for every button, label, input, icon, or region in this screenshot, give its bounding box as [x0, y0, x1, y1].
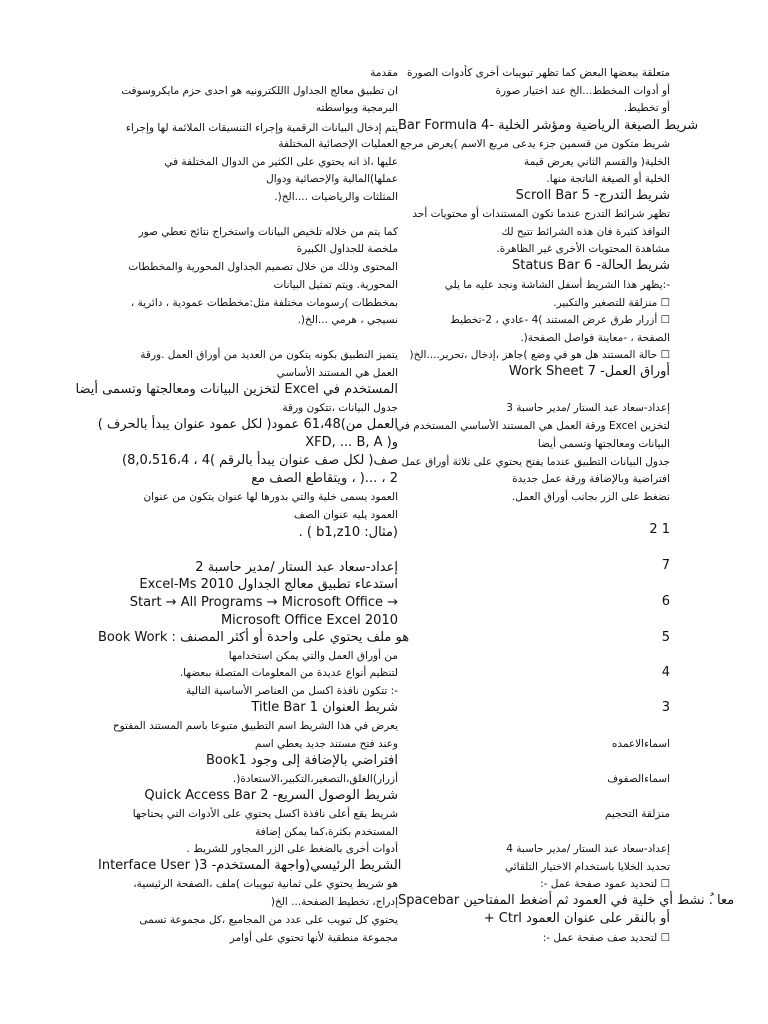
text-line: يحتوي كل تبويب على عدد من المجاميع ،كل مجموعة تسمى: [139, 914, 398, 926]
text-line: الخلية( والقسم الثاني يعرض قيمة: [524, 156, 670, 168]
text-line: مقدمة: [370, 67, 398, 79]
text-line: العمود يليه عنوان الصف: [293, 509, 398, 521]
text-line: Title Bar 1 شريط العنوان: [251, 700, 398, 715]
text-line: جدول البيانات ،تتكون ورقة: [282, 402, 398, 414]
text-line: إعداد-سعاد عبد الستار /مدير حاسبة 2: [195, 560, 398, 575]
text-line: Interface User )الشريط الرئيسي(واجهة المستخدم- 3: [98, 858, 402, 873]
text-line: يعرض في هذا الشريط اسم التطبيق متبوعا باسم المستند المفتوح: [112, 720, 398, 732]
text-line: البيانات ومعالجتها وتسمى أيضا: [537, 438, 670, 450]
text-line: المستخدم بكثرة،كما يمكن إضافة: [255, 826, 398, 838]
text-line: افتراضية وبالإضافة ورقة عمل جديدة: [512, 473, 670, 485]
text-line: منزلقة التحجيم: [604, 808, 670, 820]
text-line: إعداد-سعاد عبد الستار /مدير حاسبة 3: [506, 402, 670, 414]
text-line: هو شريط يحتوي على ثمانية تبويبات )ملف ،الصفحة الرئيسية،: [133, 878, 398, 890]
text-line: 5: [661, 630, 670, 645]
text-line: الصفحة ، -معاينة فواصل الصفحة(.: [520, 332, 670, 344]
text-line: مشاهدة المحتويات الأخرى غير الظاهرة.: [496, 243, 670, 255]
text-line: العمل هي المستند الأساسي: [276, 367, 398, 379]
text-line: إدراج، تخطيط الصفحة... الخ(: [270, 896, 398, 908]
text-line: تحديد الخلايا باستخدام الاختيار التلقائي: [504, 861, 670, 873]
text-line: من أوراق العمل والتي يمكن استخدامها: [228, 650, 398, 662]
text-line: ان تطبيق معالج الجداول االلكترونيه هو احدى حزم مايكروسوفت: [121, 85, 398, 97]
text-line: المثلثات والرياضيات ....الخ(.: [274, 191, 398, 203]
text-line: ☐ أزرار طرق عرض المستند )4 -عادي ، 2-تخطيط: [450, 314, 670, 326]
text-line: 6: [661, 594, 670, 609]
text-line: Excel-Ms استدعاء تطبيق معالج الجداول 2010: [139, 577, 398, 592]
text-line: -: تتكون نافذة اكسل من العناصر الأساسية التالية: [186, 685, 398, 697]
text-line: النوافذ كثيرة فان هذه الشرائط تتيح لك: [501, 226, 670, 238]
text-line: يتم إدخال البيانات الرقمية وإجراء التنسيقات الملائمة لها وإجراء: [125, 122, 398, 134]
text-line: نسيجي ، هرمي ...الخ(.: [297, 314, 398, 326]
text-line: -:يظهر هذا الشريط أسفل الشاشة ونجد عليه ما يلي: [444, 279, 670, 291]
text-line: المحورية. ويتم تمثيل البيانات: [273, 279, 398, 291]
text-line: شريط يقع أعلى نافذة اكسل يحتوي على الأدوات التي يحتاجها: [132, 808, 398, 820]
text-line: ☐ حالة المستند هل هو في وضع )جاهز ،إدخال ،تحرير....الخ(: [409, 349, 670, 361]
text-line: بمخططات )رسومات مختلفة مثل:مخططات عمودية ، دائرية ،: [130, 297, 398, 309]
text-line: المحتوى وذلك من خلال تصميم الجداول المحورية والمخططات: [128, 261, 398, 273]
text-line: Work Sheet 7 -أوراق العمل: [508, 364, 670, 379]
text-line: 4: [661, 665, 670, 680]
text-line: ☐ منزلقة للتصغير والتكبير.: [553, 297, 670, 309]
text-line: Book Work : هو ملف يحتوي على واحدة أو أكثر المصنف: [98, 630, 410, 645]
text-line: 3: [661, 700, 670, 715]
text-line: صف( لكل صف عنوان يبدأ بالرقم )4 ، 8,0،516،4): [121, 453, 398, 468]
text-line: Status Bar 6 -شريط الحالة: [511, 258, 670, 273]
text-line: العمليات الإحصائية المختلفة: [278, 138, 398, 150]
text-line: عملها)المالية والإحصائية ودوال: [266, 173, 398, 185]
text-line: شريط متكون من قسمين جزء يدعى مربع الاسم )يعرض مرجع: [400, 138, 670, 150]
text-line: Bar Formula 4- شريط الصيغة الرياضية ومؤشر الخلية: [398, 118, 699, 133]
text-line: متعلقة ببعضها البعض كما تظهر تبويبات أخرى كأدوات الصورة: [406, 67, 670, 79]
text-line: العمل من)61،48 عمود( لكل عمود عنوان يبدأ بالحرف ): [97, 417, 398, 432]
text-line: 2 1: [649, 522, 670, 537]
text-line: + Ctrl أو بالنقر على عنوان العمود: [483, 911, 670, 926]
text-line: يتميز التطبيق بكونه يتكون من العديد من أوراق العمل .ورقة: [140, 349, 398, 361]
text-line: مجموعة منطقية لأنها تحتوي على أوامر: [229, 932, 398, 944]
text-line: و( XFD, ... B, A: [305, 435, 398, 450]
text-line: (مثال: b1,z10 ) .: [298, 525, 398, 540]
text-line: عليها ،اذ انه يحتوي على الكثير من الدوال المختلفة في: [164, 156, 398, 168]
text-line: ☐ لتحديد عمود صفحة عمل -:: [540, 878, 670, 890]
text-line: إعداد-سعاد عبد الستار /مدير حاسبة 4: [506, 843, 670, 855]
text-line: لتخزين Excel ورقة العمل هي المستند الأساسي المستخدم في: [396, 420, 670, 432]
text-line: لتنظيم أنواع عديدة من المعلومات المتصلة ببعضها.: [179, 667, 398, 679]
text-line: أدوات أخرى بالضغط على الزر المجاور للشريط .: [186, 843, 398, 855]
text-line: Start → All Programs → Microsoft Office →: [129, 595, 398, 610]
text-line: المستخدم في Excel لتخزين البيانات ومعالجتها وتسمى أيضا: [75, 382, 398, 397]
text-line: البرمجية وبواسطته: [315, 102, 398, 114]
text-line: وعند فتح مستند جديد يعطي اسم: [254, 738, 398, 750]
text-line: Quick Access Bar 2 -شريط الوصول السريع: [144, 788, 398, 803]
text-line: أزرار)الغلق،التصغير،التكبير،الاستعادة(.: [232, 773, 398, 785]
text-line: أو أدوات المخطط...الخ عند اختيار صورة: [495, 85, 670, 97]
text-line: Spacebar معا .ُ نشط أي خلية في العمود ثم أضغط المفتاحين: [398, 893, 735, 908]
text-line: كما يتم من خلاله تلخيص البيانات واستخراج نتائج تعطي صور: [138, 226, 398, 238]
text-line: اسماءالاعمده: [611, 738, 670, 750]
text-line: أو تخطيط.: [623, 102, 670, 114]
text-line: جدول البيانات التطبيق عندما يفتح يحتوي على ثلاثة أوراق عمل: [401, 456, 670, 468]
text-line: تظهر شرائط التدرج عندما تكون المستندات أو محتويات أحد: [412, 208, 670, 220]
text-line: ملخصة للجداول الكبيرة: [296, 243, 398, 255]
text-line: نضغط على الزر بجانب أوراق العمل.: [511, 491, 670, 503]
text-line: Book1 افتراضي بالإضافة إلى وجود: [206, 753, 398, 768]
text-line: اسماءالصفوف: [607, 773, 670, 785]
text-line: Scroll Bar 5 -شريط التدرج: [515, 188, 670, 203]
text-line: Microsoft Office Excel 2010: [220, 613, 398, 628]
text-line: 2 ، ...( ، ويتقاطع الصف مع: [251, 471, 398, 486]
text-line: 7: [661, 558, 670, 573]
text-line: العمود يسمى خلية والتي بدورها لها عنوان يتكون من عنوان: [143, 491, 398, 503]
text-line: ☐ لتحديد صف صفحة عمل -:: [542, 932, 670, 944]
text-line: الخلية أو الصيغة الناتجة منها.: [546, 173, 670, 185]
